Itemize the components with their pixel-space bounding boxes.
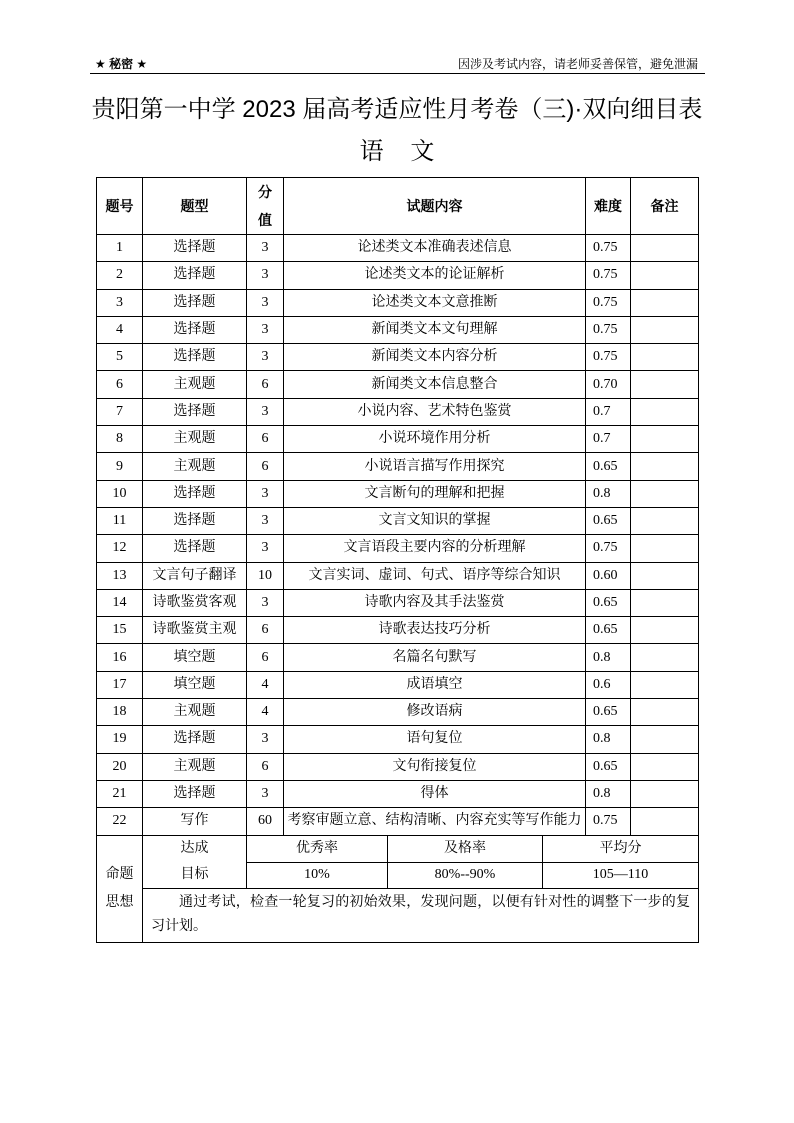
column-header-score-label: 分值 [258, 184, 272, 228]
table-row [97, 780, 699, 807]
question-content: 小说环境作用分析 [284, 426, 586, 453]
column-header-content: 试题内容 [284, 178, 586, 235]
question-type: 选择题 [143, 480, 247, 507]
table-row [97, 344, 699, 371]
remark-cell [631, 753, 699, 780]
question-number: 11 [97, 507, 143, 534]
question-type: 填空题 [143, 671, 247, 698]
question-number: 20 [97, 753, 143, 780]
question-content: 论述类文本文意推断 [284, 289, 586, 316]
difficulty-value: 0.75 [586, 316, 631, 343]
goal-section-label [97, 835, 143, 942]
average-score-value: 105—110 [543, 862, 699, 888]
question-number: 16 [97, 644, 143, 671]
classification-mark: ★ 秘密 ★ [95, 57, 148, 71]
difficulty-value: 0.65 [586, 453, 631, 480]
remark-cell [631, 426, 699, 453]
table-row [97, 808, 699, 835]
remark-cell [631, 316, 699, 343]
table-row [97, 589, 699, 616]
difficulty-value: 0.75 [586, 808, 631, 835]
remark-cell [631, 589, 699, 616]
question-type: 写作 [143, 808, 247, 835]
score-value: 3 [247, 235, 284, 262]
question-number: 21 [97, 780, 143, 807]
difficulty-value: 0.6 [586, 671, 631, 698]
remark-cell [631, 535, 699, 562]
question-content: 诗歌内容及其手法鉴赏 [284, 589, 586, 616]
question-number: 10 [97, 480, 143, 507]
column-header-difficulty: 难度 [586, 178, 631, 235]
question-number: 22 [97, 808, 143, 835]
score-value: 3 [247, 507, 284, 534]
question-type: 诗歌鉴赏主观 [143, 617, 247, 644]
question-content: 文句衔接复位 [284, 753, 586, 780]
question-number: 19 [97, 726, 143, 753]
difficulty-value: 0.8 [586, 780, 631, 807]
difficulty-value: 0.75 [586, 262, 631, 289]
question-number: 15 [97, 617, 143, 644]
score-value: 3 [247, 289, 284, 316]
table-row [97, 562, 699, 589]
score-value: 6 [247, 371, 284, 398]
subject-title: 语 文 [359, 138, 445, 165]
question-type: 主观题 [143, 699, 247, 726]
table-row [97, 316, 699, 343]
remark-cell [631, 699, 699, 726]
question-type: 主观题 [143, 453, 247, 480]
question-content: 新闻类文本信息整合 [284, 371, 586, 398]
question-number: 18 [97, 699, 143, 726]
question-number: 17 [97, 671, 143, 698]
score-value: 3 [247, 726, 284, 753]
question-content: 小说内容、艺术特色鉴赏 [284, 398, 586, 425]
difficulty-value: 0.75 [586, 535, 631, 562]
pass-rate-value: 80%--90% [388, 862, 543, 888]
question-content: 文言断句的理解和把握 [284, 480, 586, 507]
goal-section [97, 835, 699, 942]
question-number: 14 [97, 589, 143, 616]
score-value: 3 [247, 316, 284, 343]
remark-cell [631, 262, 699, 289]
score-value: 6 [247, 453, 284, 480]
question-content: 新闻类文本文句理解 [284, 316, 586, 343]
question-type: 填空题 [143, 644, 247, 671]
table-body [97, 235, 699, 836]
excellent-rate-value: 10% [247, 862, 388, 888]
score-value: 3 [247, 535, 284, 562]
remark-cell [631, 289, 699, 316]
question-number: 13 [97, 562, 143, 589]
question-number: 9 [97, 453, 143, 480]
table-row [97, 371, 699, 398]
question-type: 选择题 [143, 344, 247, 371]
difficulty-value: 0.60 [586, 562, 631, 589]
question-number: 1 [97, 235, 143, 262]
question-content: 文言实词、虚词、句式、语序等综合知识 [284, 562, 586, 589]
remark-cell [631, 480, 699, 507]
goal-description: 通过考试，检查一轮复习的初始效果，发现问题，以便有针对性的调整下一步的复习计划。 [143, 888, 699, 942]
difficulty-value: 0.75 [586, 289, 631, 316]
question-type: 选择题 [143, 289, 247, 316]
question-content: 得体 [284, 780, 586, 807]
score-value: 3 [247, 589, 284, 616]
confidentiality-notice: 因涉及考试内容，请老师妥善保管，避免泄漏 [457, 57, 698, 71]
column-header-type: 题型 [143, 178, 247, 235]
difficulty-value: 0.65 [586, 617, 631, 644]
difficulty-value: 0.8 [586, 644, 631, 671]
remark-cell [631, 344, 699, 371]
question-number: 4 [97, 316, 143, 343]
remark-cell [631, 671, 699, 698]
score-value: 4 [247, 671, 284, 698]
question-type: 选择题 [143, 507, 247, 534]
question-number: 6 [97, 371, 143, 398]
column-header-remark: 备注 [631, 178, 699, 235]
goal-label-row [97, 835, 699, 862]
table-row [97, 644, 699, 671]
question-content: 新闻类文本内容分析 [284, 344, 586, 371]
question-type: 选择题 [143, 398, 247, 425]
question-content: 文言文知识的掌握 [284, 507, 586, 534]
document-title: 贵阳第一中学 2023 届高考适应性月考卷（三)·双向细目表 [91, 96, 703, 123]
score-value: 6 [247, 617, 284, 644]
difficulty-value: 0.75 [586, 344, 631, 371]
question-number: 3 [97, 289, 143, 316]
difficulty-value: 0.7 [586, 398, 631, 425]
table-row [97, 262, 699, 289]
difficulty-value: 0.8 [586, 480, 631, 507]
score-value: 60 [247, 808, 284, 835]
score-value: 3 [247, 780, 284, 807]
question-type: 主观题 [143, 371, 247, 398]
table-row [97, 426, 699, 453]
remark-cell [631, 780, 699, 807]
score-value: 6 [247, 753, 284, 780]
difficulty-value: 0.65 [586, 589, 631, 616]
remark-cell [631, 562, 699, 589]
question-type: 选择题 [143, 316, 247, 343]
question-type: 选择题 [143, 262, 247, 289]
table-row [97, 753, 699, 780]
target-label [143, 835, 247, 888]
question-content: 文言语段主要内容的分析理解 [284, 535, 586, 562]
table-row [97, 480, 699, 507]
question-number: 5 [97, 344, 143, 371]
question-type: 选择题 [143, 235, 247, 262]
question-type: 主观题 [143, 753, 247, 780]
remark-cell [631, 398, 699, 425]
question-content: 论述类文本的论证解析 [284, 262, 586, 289]
question-number: 7 [97, 398, 143, 425]
difficulty-value: 0.65 [586, 507, 631, 534]
column-header-score [247, 178, 284, 235]
difficulty-value: 0.7 [586, 426, 631, 453]
question-type: 选择题 [143, 780, 247, 807]
question-content: 修改语病 [284, 699, 586, 726]
remark-cell [631, 507, 699, 534]
table-row [97, 398, 699, 425]
table-row [97, 535, 699, 562]
remark-cell [631, 453, 699, 480]
question-content: 语句复位 [284, 726, 586, 753]
table-row [97, 671, 699, 698]
remark-cell [631, 808, 699, 835]
target-label-text: 达成目标 [180, 840, 209, 882]
difficulty-value: 0.70 [586, 371, 631, 398]
question-number: 8 [97, 426, 143, 453]
table-row [97, 726, 699, 753]
difficulty-value: 0.65 [586, 753, 631, 780]
difficulty-value: 0.65 [586, 699, 631, 726]
difficulty-value: 0.75 [586, 235, 631, 262]
question-content: 论述类文本准确表述信息 [284, 235, 586, 262]
column-header-number: 题号 [97, 178, 143, 235]
question-number: 12 [97, 535, 143, 562]
table-row [97, 235, 699, 262]
table-row [97, 453, 699, 480]
remark-cell [631, 235, 699, 262]
goal-section-label-text: 命题思想 [105, 866, 134, 910]
question-type: 选择题 [143, 535, 247, 562]
table-row [97, 507, 699, 534]
remark-cell [631, 726, 699, 753]
score-value: 6 [247, 426, 284, 453]
average-score-label: 平均分 [543, 835, 699, 862]
question-type: 选择题 [143, 726, 247, 753]
remark-cell [631, 371, 699, 398]
question-content: 名篇名句默写 [284, 644, 586, 671]
score-value: 10 [247, 562, 284, 589]
question-number: 2 [97, 262, 143, 289]
remark-cell [631, 644, 699, 671]
header-divider [90, 73, 705, 74]
score-value: 3 [247, 480, 284, 507]
remark-cell [631, 617, 699, 644]
pass-rate-label: 及格率 [388, 835, 543, 862]
score-value: 3 [247, 262, 284, 289]
score-value: 6 [247, 644, 284, 671]
question-content: 诗歌表达技巧分析 [284, 617, 586, 644]
table-row [97, 289, 699, 316]
question-type: 诗歌鉴赏客观 [143, 589, 247, 616]
question-content: 成语填空 [284, 671, 586, 698]
score-value: 3 [247, 344, 284, 371]
score-value: 3 [247, 398, 284, 425]
specification-table [96, 177, 699, 943]
goal-description-row [97, 888, 699, 942]
excellent-rate-label: 优秀率 [247, 835, 388, 862]
table-row [97, 617, 699, 644]
question-content: 考察审题立意、结构清晰、内容充实等写作能力 [284, 808, 586, 835]
question-type: 主观题 [143, 426, 247, 453]
question-type: 文言句子翻译 [143, 562, 247, 589]
table-row [97, 699, 699, 726]
question-content: 小说语言描写作用探究 [284, 453, 586, 480]
table-header-row [97, 178, 699, 235]
score-value: 4 [247, 699, 284, 726]
difficulty-value: 0.8 [586, 726, 631, 753]
